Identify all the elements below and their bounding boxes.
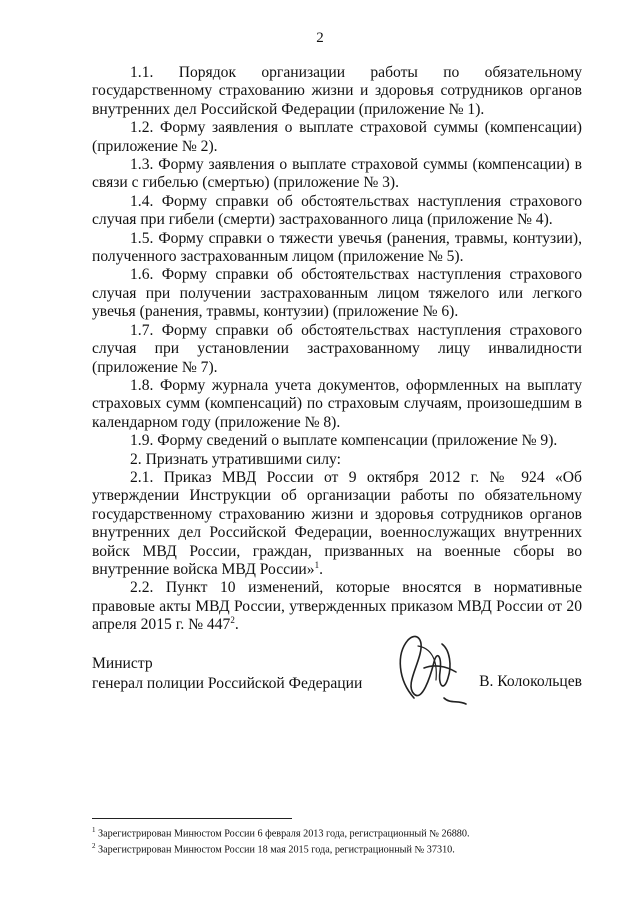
paragraph-1-4: 1.4. Форму справки об обстоятельствах наступления страхового случая при гибели (смерти) застрахованного лица (приложение № 4). xyxy=(92,192,582,229)
footnote-2 xyxy=(92,840,582,856)
paragraph-2-1 xyxy=(92,469,582,579)
paragraph-1-5: 1.5. Форму справки о тяжести увечья (ранения, травмы, контузии), полученного застрахованным лицом (приложение № 5). xyxy=(92,229,582,266)
paragraph-2-2-end: . xyxy=(234,616,239,634)
paragraph-1-8: 1.8. Форму журнала учета документов, оформленных на выплату страховых сумм (компенсаций) по страховым случаям, произошедшим в календарном году (приложение № 8). xyxy=(92,376,582,431)
paragraph-2-2-text: 2.2. Пункт 10 изменений, которые вносятся в нормативные правовые акты МВД России, утвержденных приказом МВД России от 20 апреля 2015 г. № 447 xyxy=(92,579,582,634)
footnote-ref-1: 1 xyxy=(314,559,320,570)
paragraph-1-6: 1.6. Форму справки об обстоятельствах наступления страхового случая при получении застрахованным лицом тяжелого или легкого увечья (ранения, травмы, контузии) (приложение № 6). xyxy=(92,266,582,321)
signatory-name: В. Колокольцев xyxy=(479,673,582,690)
paragraph-1-1: 1.1. Порядок организации работы по обязательному государственному страхованию жизни и здоровья сотрудников органов внутренних дел Российской Федерации (приложение № 1). xyxy=(92,64,582,118)
signature-block xyxy=(92,650,582,720)
paragraph-1-9: 1.9. Форму сведений о выплате компенсации (приложение № 9). xyxy=(130,432,558,450)
footnote-1-text: Зарегистрирован Минюстом России 6 февраля 2013 года, регистрационный № 26880. xyxy=(98,828,470,840)
paragraph-1-3: 1.3. Форму заявления о выплате страховой суммы (компенсации) в связи с гибелью (смертью) (приложение № 3). xyxy=(92,156,582,192)
signatory-title-line-2: генерал полиции Российской Федерации xyxy=(92,675,363,692)
footnotes xyxy=(92,824,582,857)
footnote-1 xyxy=(92,824,582,840)
footnote-2-text: Зарегистрирован Минюстом России 18 мая 2015 года, регистрационный № 37310. xyxy=(98,844,455,856)
handwritten-signature xyxy=(384,628,480,714)
footnote-divider xyxy=(92,818,292,819)
signatory-title-line-1: Министр xyxy=(92,655,153,672)
footnote-mark-1: 1 xyxy=(92,826,96,834)
page-number: 2 xyxy=(316,30,324,46)
paragraph-2-1-text: 2.1. Приказ МВД России от 9 октября 2012 г. № 924 «Об утверждении Инструкции об организации работы по обязательному государственному страхованию жизни и здоровья сотрудников органов внутренних дел Российской Федерации, военнослужащих внутренних войск МВД России, граждан, призванных на военные сборы во внутренние войска МВД России» xyxy=(92,468,582,578)
footnote-ref-2: 2 xyxy=(230,615,235,625)
paragraph-1-2: 1.2. Форму заявления о выплате страховой суммы (компенсации) (приложение № 2). xyxy=(92,119,582,155)
document-body xyxy=(92,64,582,635)
footnote-mark-2: 2 xyxy=(92,842,96,851)
paragraph-1-7: 1.7. Форму справки об обстоятельствах наступления страхового случая при установлении застрахованному лицу инвалидности (приложение № 7). xyxy=(92,321,582,376)
paragraph-2: 2. Признать утратившими силу: xyxy=(130,450,341,468)
paragraph-2-1-end: . xyxy=(319,560,323,578)
paragraph-2-2 xyxy=(92,579,582,634)
